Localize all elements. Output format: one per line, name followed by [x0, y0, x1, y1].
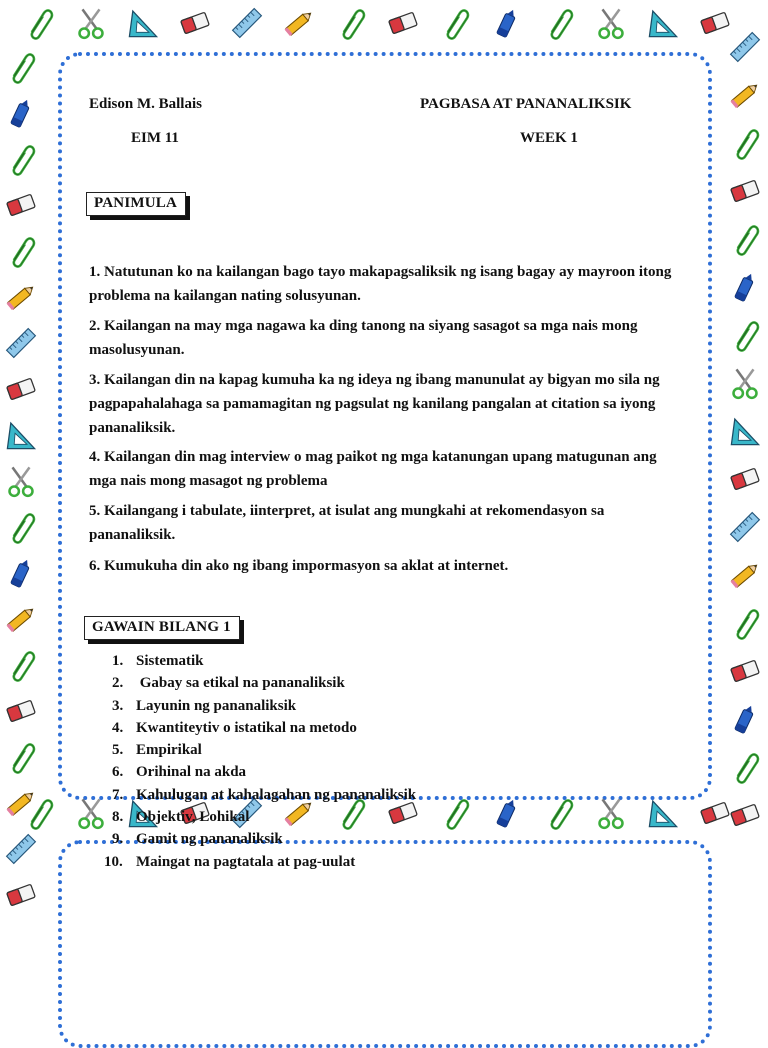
list-item: 2. Gabay sa etikal na pananaliksik: [112, 675, 345, 692]
eraser-icon: [698, 6, 732, 40]
list-item: 7. Kahulugan at kahalagahan ng pananaliksik: [112, 786, 417, 803]
eraser-icon: [178, 6, 212, 40]
panimula-item-4: 4. Kailangan din mag interview o mag paikot ng mga katanungan upang matugunan ang mga nais mong masagot ng problema: [89, 449, 657, 489]
scissors-icon: [728, 366, 762, 400]
pencil-icon: [4, 602, 38, 636]
eraser-icon: [4, 878, 38, 912]
eraser-icon: [4, 694, 38, 728]
paperclip-icon: [4, 510, 38, 544]
paperclip-icon: [4, 234, 38, 268]
marker-icon: [728, 702, 762, 736]
paperclip-icon: [728, 222, 762, 256]
pencil-icon: [728, 78, 762, 112]
list-item: 5. Empirikal: [112, 742, 202, 759]
list-item: 1. Sistematik: [112, 653, 204, 669]
panimula-item-6: 6. Kumukuha din ako ng ibang impormasyon sa aklat at internet.: [89, 558, 509, 574]
ruler-icon: [4, 326, 38, 360]
gawain-list: [104, 650, 417, 873]
list-item: 3. Layunin ng pananaliksik: [112, 697, 297, 714]
subject-title: PAGBASA AT PANANALIKSIK: [420, 96, 632, 112]
triangle-ruler-icon: [4, 418, 38, 452]
eraser-icon: [386, 6, 420, 40]
pencil-icon: [728, 558, 762, 592]
paperclip-icon: [728, 318, 762, 352]
author-name: Edison M. Ballais: [89, 96, 202, 112]
paperclip-icon: [542, 6, 576, 40]
eraser-icon: [4, 372, 38, 406]
eraser-icon: [728, 174, 762, 208]
scissors-icon: [594, 6, 628, 40]
week-label: WEEK 1: [520, 130, 578, 146]
scissors-icon: [4, 464, 38, 498]
paperclip-icon: [728, 606, 762, 640]
pencil-icon: [282, 6, 316, 40]
paperclip-icon: [438, 6, 472, 40]
panimula-item-3: 3. Kailangan din na kapag kumuha ka ng ideya ng ibang manunulat ay bigyan mo sila ng pagpapahalahaga sa pamamagitan ng pagsulat ng kanilang pangalan at citation sa iyong pananaliksik.: [89, 372, 660, 436]
ruler-icon: [728, 30, 762, 64]
paperclip-icon: [334, 6, 368, 40]
triangle-ruler-icon: [646, 6, 680, 40]
triangle-ruler-icon: [646, 796, 680, 830]
eraser-icon: [728, 462, 762, 496]
eraser-icon: [4, 188, 38, 222]
paperclip-icon: [438, 796, 472, 830]
paperclip-icon: [728, 126, 762, 160]
ruler-icon: [728, 510, 762, 544]
triangle-ruler-icon: [728, 414, 762, 448]
marker-icon: [490, 796, 524, 830]
list-item: 10. Maingat na pagtatala at pag-uulat: [104, 853, 356, 870]
marker-icon: [4, 556, 38, 590]
list-item: 9. Gamit ng pananaliksik: [112, 831, 283, 848]
paperclip-icon: [4, 648, 38, 682]
scissors-icon: [74, 796, 108, 830]
course-code: EIM 11: [131, 130, 179, 146]
panimula-item-5: 5. Kailangang i tabulate, iinterpret, at isulat ang mungkahi at rekomendasyon sa pananaliksik.: [89, 503, 605, 543]
paperclip-icon: [22, 6, 56, 40]
panimula-item-1: 1. Natutunan ko na kailangan bago tayo makapagsaliksik ng isang bagay ay mayroon itong problema na kailangan nating solusyunan.: [89, 264, 672, 304]
paperclip-icon: [4, 50, 38, 84]
paperclip-icon: [542, 796, 576, 830]
list-item: 6. Orihinal na akda: [112, 764, 247, 781]
panimula-heading: PANIMULA: [86, 192, 186, 216]
eraser-icon: [728, 654, 762, 688]
marker-icon: [4, 96, 38, 130]
list-item: 4. Kwantiteytiv o istatikal na metodo: [112, 719, 357, 736]
panimula-item-2: 2. Kailangan na may mga nagawa ka ding tanong na siyang sasagot sa mga nais mong masolusyunan.: [89, 318, 638, 358]
scissors-icon: [74, 6, 108, 40]
marker-icon: [728, 270, 762, 304]
paperclip-icon: [4, 740, 38, 774]
eraser-icon: [698, 796, 732, 830]
list-item: 8. Objektiv, Lohikal: [112, 809, 250, 826]
eraser-icon: [728, 798, 762, 832]
paperclip-icon: [4, 142, 38, 176]
ruler-icon: [230, 6, 264, 40]
pencil-icon: [4, 280, 38, 314]
scissors-icon: [594, 796, 628, 830]
triangle-ruler-icon: [126, 6, 160, 40]
paperclip-icon: [728, 750, 762, 784]
ruler-icon: [4, 832, 38, 866]
gawain-heading: GAWAIN BILANG 1: [84, 616, 240, 640]
marker-icon: [490, 6, 524, 40]
pencil-icon: [4, 786, 38, 820]
